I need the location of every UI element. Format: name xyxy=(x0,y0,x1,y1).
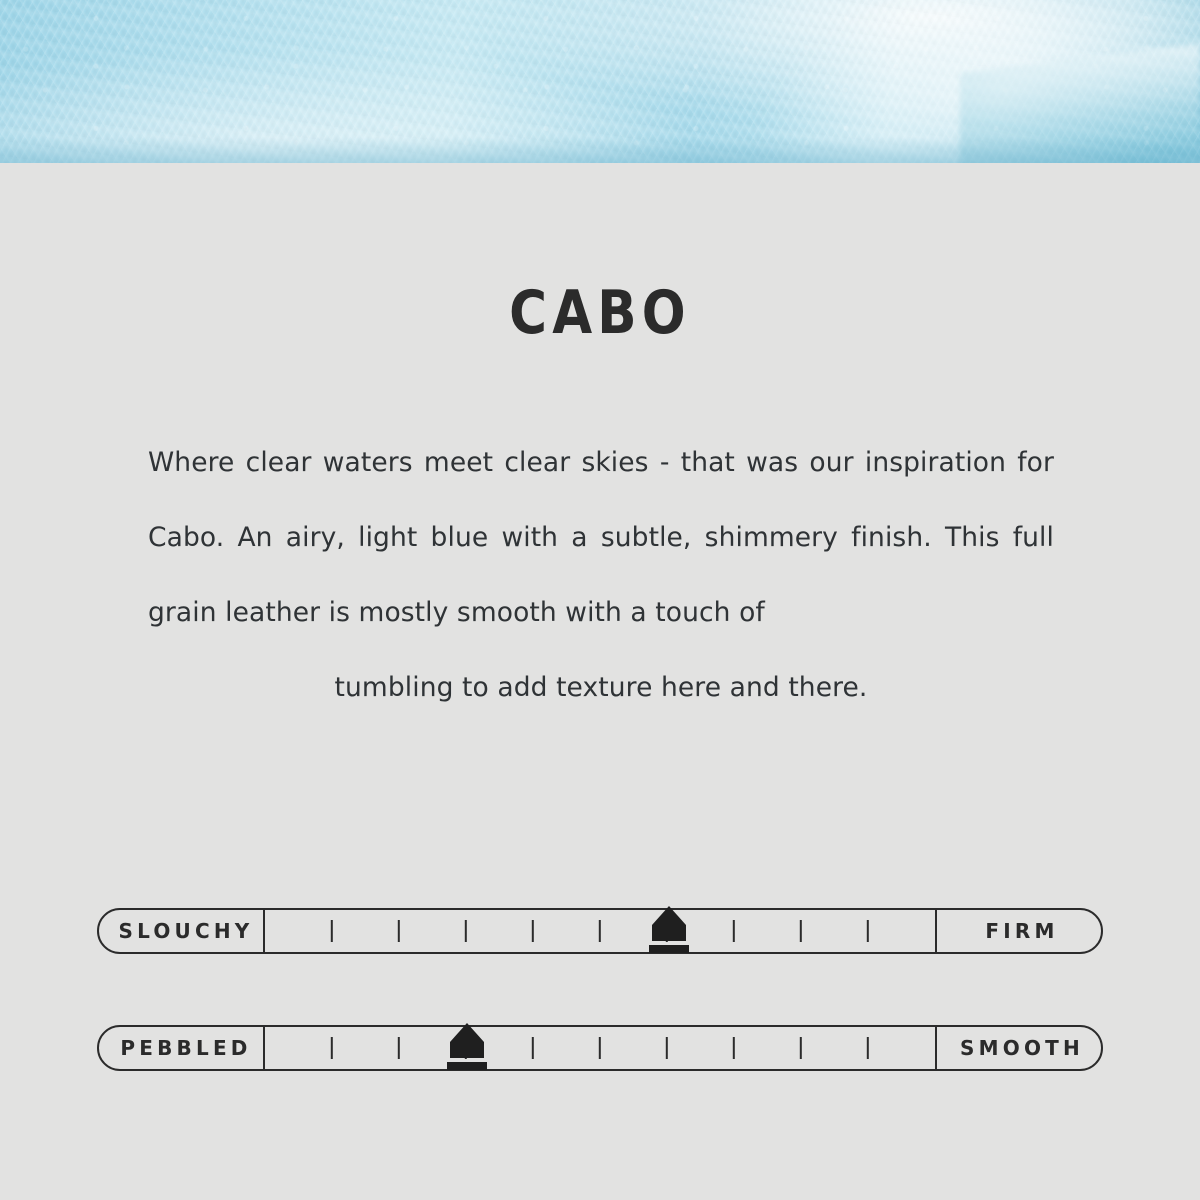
scale-structure-right-label: FIRM xyxy=(935,910,1101,952)
scale-structure-ticks xyxy=(265,910,935,952)
marker-body xyxy=(450,1042,484,1058)
description-line-4: tumbling to add texture here and there. xyxy=(334,672,868,703)
scale-texture-left-label: PEBBLED xyxy=(99,1027,265,1069)
scale-tick xyxy=(867,920,869,942)
scale-structure-marker[interactable] xyxy=(646,900,692,962)
leather-swatch-image xyxy=(0,0,1200,163)
scale-tick xyxy=(398,1037,400,1059)
scale-tick xyxy=(666,1037,668,1059)
swatch-bottom-shadow xyxy=(0,137,1200,163)
scale-tick xyxy=(599,920,601,942)
marker-arrow-icon xyxy=(450,1023,484,1042)
scale-texture[interactable] xyxy=(97,1025,1103,1071)
description-line-3: This full grain leather is mostly smooth with a touch of xyxy=(148,522,1054,628)
description-text xyxy=(148,425,1054,725)
scale-tick xyxy=(800,1037,802,1059)
scale-tick xyxy=(532,1037,534,1059)
description-line-1: Where clear waters meet clear skies - that was our inspiration xyxy=(148,447,1006,478)
marker-base-bar xyxy=(447,1062,487,1070)
scale-tick xyxy=(599,1037,601,1059)
scale-texture-marker[interactable] xyxy=(444,1017,490,1079)
scale-tick xyxy=(733,920,735,942)
scale-tick xyxy=(465,920,467,942)
scale-tick xyxy=(800,920,802,942)
scale-tick xyxy=(867,1037,869,1059)
marker-body xyxy=(652,925,686,941)
marker-base-bar xyxy=(649,945,689,953)
scale-tick xyxy=(331,920,333,942)
scale-tick xyxy=(532,920,534,942)
scale-tick xyxy=(733,1037,735,1059)
page-title: CABO xyxy=(509,278,691,348)
marker-arrow-icon xyxy=(652,906,686,925)
description-line-2: for Cabo. An airy, light blue with a subtle, shimmery finish. xyxy=(148,447,1054,553)
scale-tick xyxy=(398,920,400,942)
scale-texture-right-label: SMOOTH xyxy=(935,1027,1101,1069)
scale-structure[interactable] xyxy=(97,908,1103,954)
scale-tick xyxy=(331,1037,333,1059)
scale-structure-left-label: SLOUCHY xyxy=(99,910,265,952)
scale-texture-ticks xyxy=(265,1027,935,1069)
